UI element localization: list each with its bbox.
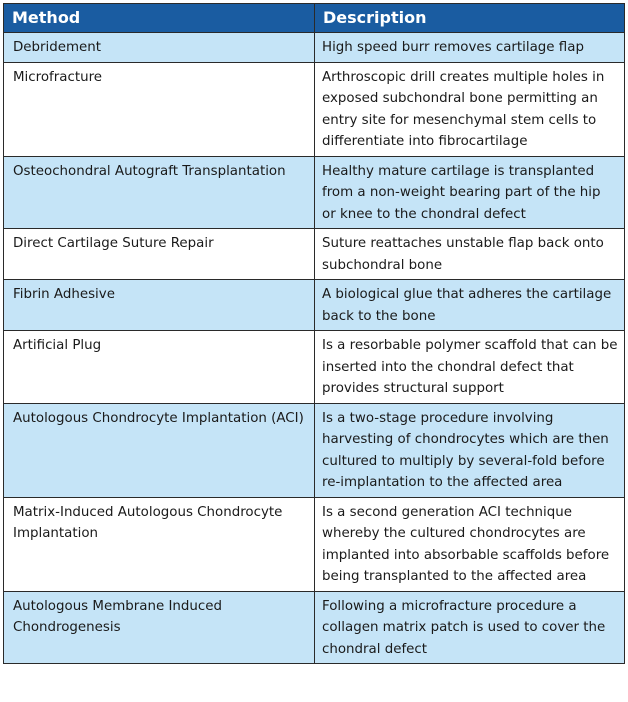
- method-cell: Fibrin Adhesive: [4, 280, 315, 331]
- description-cell: Is a resorbable polymer scaffold that can be inserted into the chondral defect that provides structural support: [315, 331, 625, 404]
- table-row: [4, 497, 625, 591]
- method-cell: Direct Cartilage Suture Repair: [4, 229, 315, 280]
- column-header-method: Method: [4, 4, 315, 33]
- table-row: [4, 403, 625, 497]
- table-row: [4, 156, 625, 229]
- description-cell: A biological glue that adheres the cartilage back to the bone: [315, 280, 625, 331]
- methods-table: [3, 3, 625, 664]
- method-cell: Osteochondral Autograft Transplantation: [4, 156, 315, 229]
- table-row: [4, 33, 625, 63]
- method-cell: Debridement: [4, 33, 315, 63]
- description-cell: High speed burr removes cartilage flap: [315, 33, 625, 63]
- table-row: [4, 331, 625, 404]
- method-cell: Autologous Membrane Induced Chondrogenesis: [4, 591, 315, 664]
- description-cell: Following a microfracture procedure a collagen matrix patch is used to cover the chondral defect: [315, 591, 625, 664]
- description-cell: Suture reattaches unstable flap back onto subchondral bone: [315, 229, 625, 280]
- description-cell: Arthroscopic drill creates multiple holes in exposed subchondral bone permitting an entry site for mesenchymal stem cells to differentiate into fibrocartilage: [315, 62, 625, 156]
- description-cell: Is a two-stage procedure involving harvesting of chondrocytes which are then cultured to multiply by several-fold before re-implantation to the affected area: [315, 403, 625, 497]
- method-cell: Artificial Plug: [4, 331, 315, 404]
- table-row: [4, 280, 625, 331]
- column-header-description: Description: [315, 4, 625, 33]
- method-cell: Matrix-Induced Autologous Chondrocyte Implantation: [4, 497, 315, 591]
- description-cell: Is a second generation ACI technique whereby the cultured chondrocytes are implanted into absorbable scaffolds before being transplanted to the affected area: [315, 497, 625, 591]
- table-row: [4, 591, 625, 664]
- method-cell: Autologous Chondrocyte Implantation (ACI): [4, 403, 315, 497]
- table-header-row: [4, 4, 625, 33]
- table-row: [4, 62, 625, 156]
- method-cell: Microfracture: [4, 62, 315, 156]
- description-cell: Healthy mature cartilage is transplanted from a non-weight bearing part of the hip or knee to the chondral defect: [315, 156, 625, 229]
- table-row: [4, 229, 625, 280]
